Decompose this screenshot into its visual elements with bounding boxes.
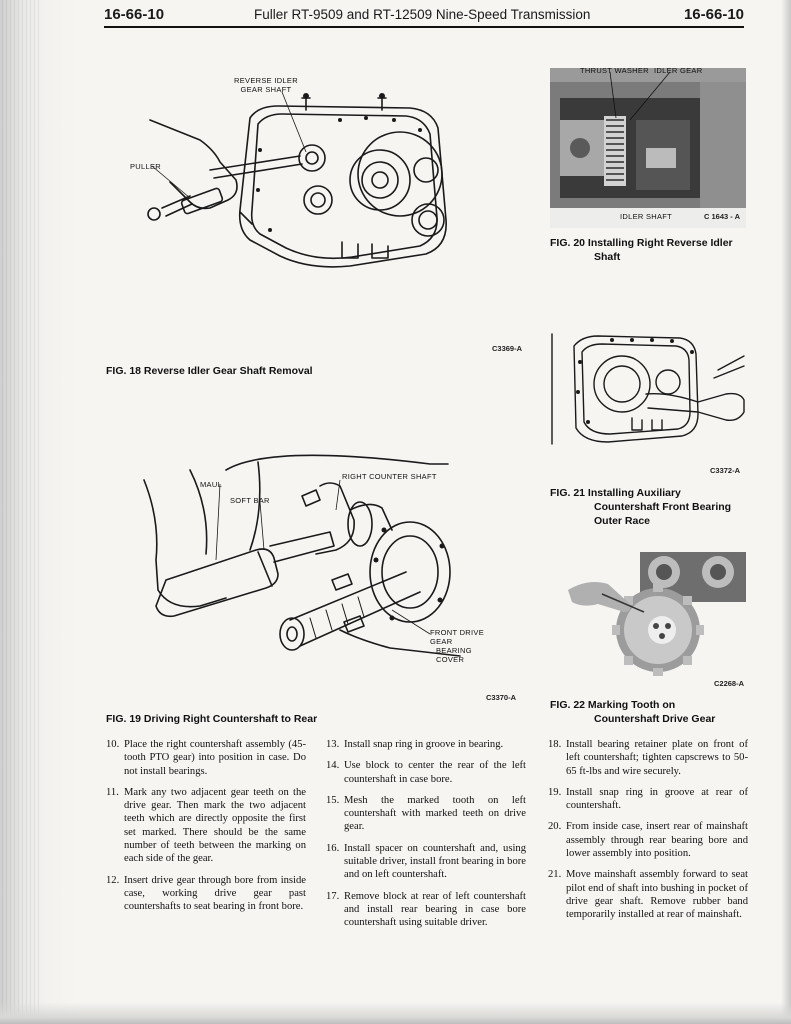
fig20-caption-line1: FIG. 20 Installing Right Reverse Idler (550, 237, 733, 249)
step-16: 16. Install spacer on countershaft and, using suitable driver, install front bearing in bore and on left countershaft. (326, 842, 526, 881)
fig20-caption (550, 236, 733, 264)
page-number-right: 16-66-10 (683, 6, 744, 23)
step-18: 18. Install bearing retainer plate on front of left countershaft; tighten capscrews to 50-65 ft-lbs and wire securely. (548, 739, 748, 777)
page-header (104, 6, 744, 28)
text-column-2 (326, 738, 526, 938)
step-12: 12. Insert drive gear through bore from inside case, working drive gear past countershafts to seat bearing in front bore. (106, 874, 306, 913)
fig22-caption-line1: FIG. 22 Marking Tooth on (550, 699, 676, 711)
fig21-caption-line3: Outer Race (594, 515, 651, 527)
fig22-caption-line2: Countershaft Drive Gear (594, 713, 716, 725)
page-bottom-edge (0, 1002, 791, 1024)
fig21-caption-line2: Countershaft Front Bearing (594, 501, 732, 513)
step-13: 13. Install snap ring in groove in bearing. (326, 739, 504, 750)
step-15: 15. Mesh the marked tooth on left countershaft with marked teeth on drive gear. (326, 794, 526, 833)
fig22-caption (550, 698, 715, 726)
fig21-code: C3372-A (710, 466, 741, 475)
label-idler-shaft: IDLER SHAFT (620, 212, 673, 221)
fig21-caption-line1: FIG. 21 Installing Auxiliary (550, 487, 681, 499)
label-right-counter-shaft: RIGHT COUNTER SHAFT (342, 472, 437, 481)
label-idler-gear: IDLER GEAR (654, 68, 703, 75)
step-20: 20. From inside case, insert rear of mainshaft assembly through rear bearing bore and lower assembly into position. (548, 821, 748, 860)
label-front-drive-gear: FRONT DRIVE GEAR BEARING COVER (430, 628, 484, 664)
fig21-caption (550, 486, 731, 528)
fig19-caption: FIG. 19 Driving Right Countershaft to Rear (106, 713, 318, 725)
label-soft-bar: SOFT BAR (230, 496, 270, 505)
fig22-photo-image (558, 550, 748, 690)
page-number-left: 16-66-10 (104, 6, 165, 23)
fig18-caption: FIG. 18 Reverse Idler Gear Shaft Removal (106, 365, 313, 377)
step-10: 10. Place the right countershaft assembly (45-tooth PTO gear) into position in case. Do not install bearings. (106, 739, 306, 777)
fig20-code: C 1643 - A (704, 212, 740, 221)
step-21: 21. Move mainshaft assembly forward to seat pilot end of shaft into bushing in pocket of drive gear shaft. Remove rubber band temporarily installed at rear of mainshaft. (548, 869, 748, 921)
page-stack-edges (2, 0, 42, 1024)
fig20-photo-image (550, 68, 746, 228)
page-right-edge (781, 0, 791, 1024)
fig21-drawing (548, 332, 748, 452)
label-maul: MAUL (200, 480, 223, 489)
step-11: 11. Mark any two adjacent gear teeth on the drive gear. Then mark the two adjacent teeth which are directly opposite the first set marked. There should be the same number of teeth between the marking on each side of the gear. (106, 786, 306, 865)
step-14: 14. Use block to center the rear of the left countershaft in case bore. (326, 760, 526, 785)
fig18-illustration (110, 70, 470, 280)
step-19: 19. Install snap ring in groove at rear of countershaft. (548, 786, 748, 812)
text-column-1 (106, 738, 306, 922)
label-reverse-idler: REVERSE IDLER GEAR SHAFT (234, 76, 298, 94)
fig21-illustration (548, 332, 748, 452)
page-binding-shadow (0, 0, 78, 1024)
label-puller: PULLER (130, 162, 161, 171)
fig22-code: C2268-A (714, 679, 745, 688)
text-column-3 (548, 738, 748, 930)
step-17: 17. Remove block at rear of left countershaft and install rear bearing in case bore countershaft using suitable driver. (326, 890, 526, 929)
fig18-drawing (110, 70, 470, 280)
fig20-photo (550, 68, 746, 228)
fig19-illustration (130, 450, 490, 680)
fig22-photo (558, 550, 748, 690)
label-thrust-washer: THRUST WASHER (580, 68, 649, 75)
running-title: Fuller RT-9509 and RT-12509 Nine-Speed Transmission (254, 7, 591, 22)
fig18-code: C3369-A (492, 344, 523, 353)
fig20-caption-line2: Shaft (594, 251, 621, 263)
fig19-code: C3370-A (486, 693, 517, 702)
